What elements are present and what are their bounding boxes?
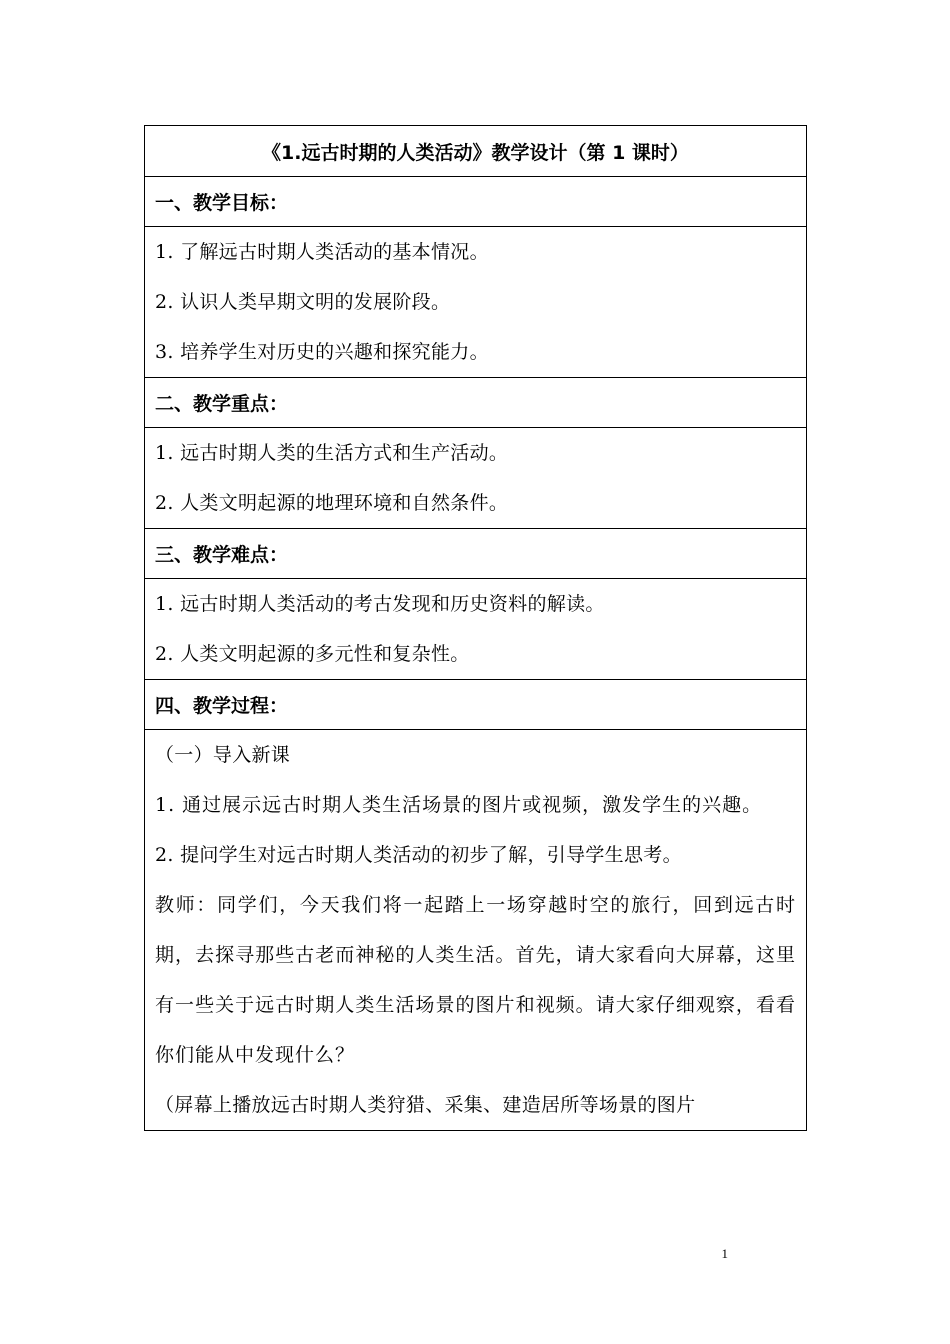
list-item: 1. 了解远古时期人类活动的基本情况。 — [155, 241, 489, 263]
difficulties-heading: 三、教学难点： — [145, 528, 806, 578]
objectives-heading: 一、教学目标： — [145, 176, 806, 226]
list-item: 1. 远古时期人类的生活方式和生产活动。 — [155, 442, 509, 464]
teacher-speech: 教师：同学们，今天我们将一起踏上一场穿越时空的旅行，回到远古时期，去探寻那些古老而神秘的人类生活。首先，请大家看向大屏幕，这里有一些关于远古时期人类生活场景的图片和视频。请大家仔细观察，看看你们能从中发现什么？ — [155, 894, 796, 1066]
page-number: 1 — [721, 1246, 728, 1261]
difficulties-list — [145, 578, 806, 679]
process-step: 2. 提问学生对远古时期人类活动的初步了解，引导学生思考。 — [155, 844, 682, 866]
list-item: 2. 人类文明起源的地理环境和自然条件。 — [155, 492, 509, 514]
process-note: （屏幕上播放远古时期人类狩猎、采集、建造居所等场景的图片 — [155, 1094, 696, 1116]
process-subheading: （一）导入新课 — [155, 744, 291, 766]
list-item: 1. 远古时期人类活动的考古发现和历史资料的解读。 — [155, 593, 605, 615]
list-item: 3. 培养学生对历史的兴趣和探究能力。 — [155, 341, 489, 363]
key-points-heading: 二、教学重点： — [145, 377, 806, 427]
lesson-plan-table — [144, 125, 807, 1131]
list-item: 2. 人类文明起源的多元性和复杂性。 — [155, 643, 470, 665]
objectives-list — [145, 226, 806, 377]
process-heading: 四、教学过程： — [145, 679, 806, 729]
list-item: 2. 认识人类早期文明的发展阶段。 — [155, 291, 451, 313]
document-title: 《1.远古时期的人类活动》教学设计（第 1 课时） — [262, 141, 689, 164]
key-points-list — [145, 427, 806, 528]
process-content — [145, 729, 806, 1130]
process-step: 1. 通过展示远古时期人类生活场景的图片或视频，激发学生的兴趣。 — [155, 794, 763, 816]
